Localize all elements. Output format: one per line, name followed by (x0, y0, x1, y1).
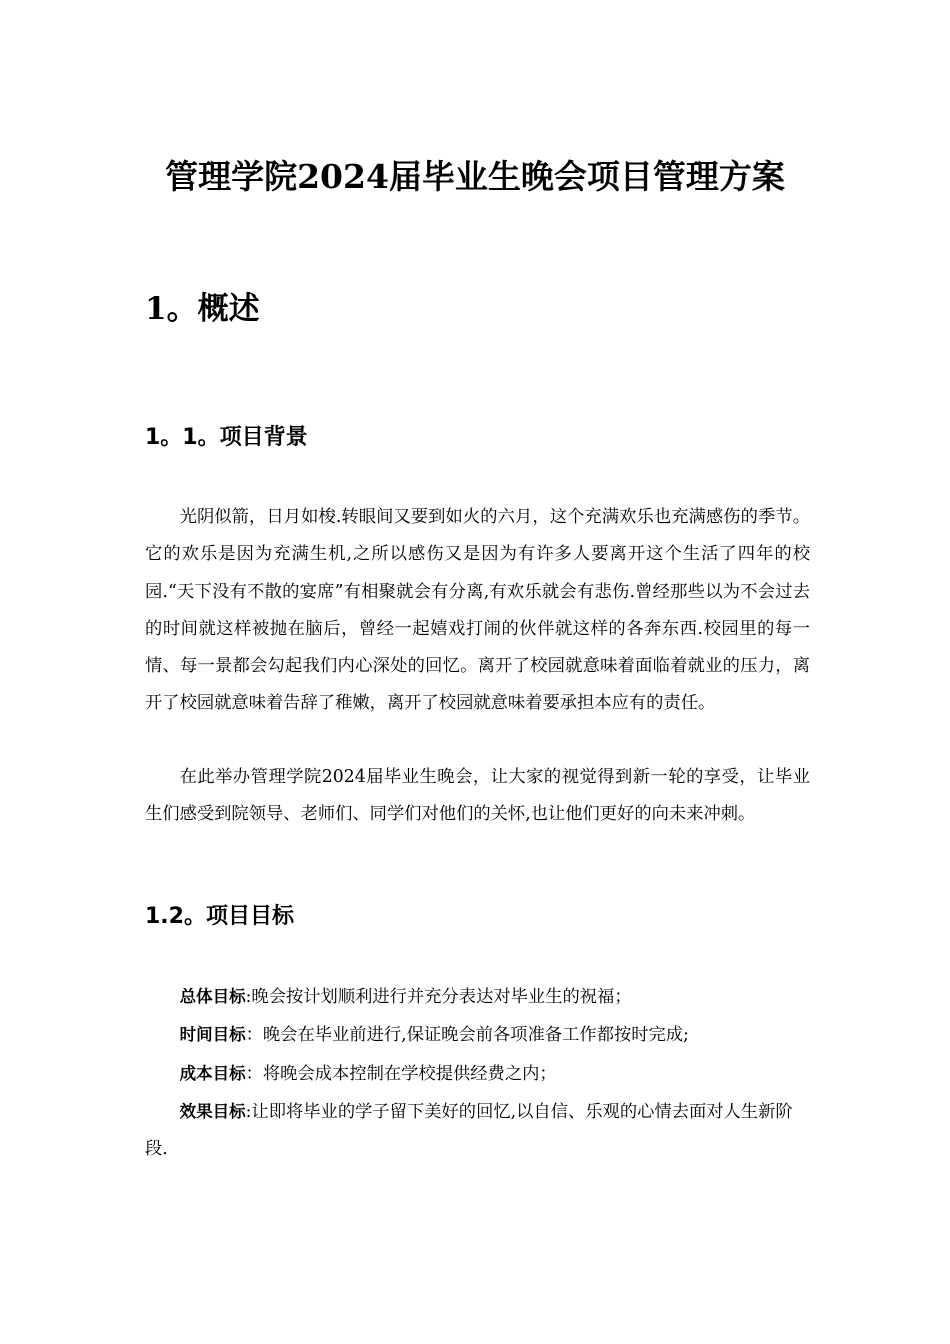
goal-text: ：将晚会成本控制在学校提供经费之内； (245, 1063, 557, 1084)
goal-item-cost (145, 1055, 810, 1093)
goal-text: ：晚会在毕业前进行,保证晚会前各项准备工作都按时完成; (245, 1025, 689, 1046)
goal-item-overall (145, 978, 810, 1016)
goal-text: :让即将毕业的学子留下美好的回忆,以自信、乐观的心情去面对人生新阶段. (145, 1101, 793, 1160)
goal-label: 效果目标 (179, 1101, 246, 1121)
goal-label: 成本目标 (179, 1063, 246, 1083)
goal-text: :晚会按计划顺利进行并充分表达对毕业生的祝福； (245, 987, 632, 1007)
subsection-heading-goals: 1.2。项目目标 (145, 904, 294, 929)
goal-label: 总体目标 (179, 987, 246, 1006)
document-title: 管理学院2024届毕业生晚会项目管理方案 (165, 157, 785, 196)
section-heading-overview: 1。概述 (145, 291, 260, 327)
goal-item-effect (145, 1093, 810, 1169)
goals-list (145, 978, 810, 1168)
goal-item-time (145, 1016, 810, 1054)
goal-label: 时间目标 (179, 1025, 246, 1045)
background-paragraph-1: 光阴似箭，日月如梭.转眼间又要到如火的六月，这个充满欢乐也充满感伤的季节。它的欢乐是因为充满生机,之所以感伤又是因为有许多人要离开这个生活了四年的校园.“天下没有不散的宴席”有相聚就会有分离,有欢乐就会有悲伤.曾经那些以为不会过去的时间就这样被抛在脑后，曾经一起嬉戏打闹的伙伴就这样的各奔东西.校园里的每一情、每一景都会勾起我们内心深处的回忆。离开了校园就意味着面临着就业的压力，离开了校园就意味着告辞了稚嫩，离开了校园就意味着要承担本应有的责任。 (145, 507, 810, 714)
subsection-heading-background: 1。1。项目背景 (145, 425, 308, 450)
background-paragraph-2: 在此举办管理学院2024届毕业生晚会，让大家的视觉得到新一轮的享受，让毕业生们感受到院领导、老师们、同学们对他们的关怀,也让他们更好的向未来冲刺。 (145, 767, 810, 825)
